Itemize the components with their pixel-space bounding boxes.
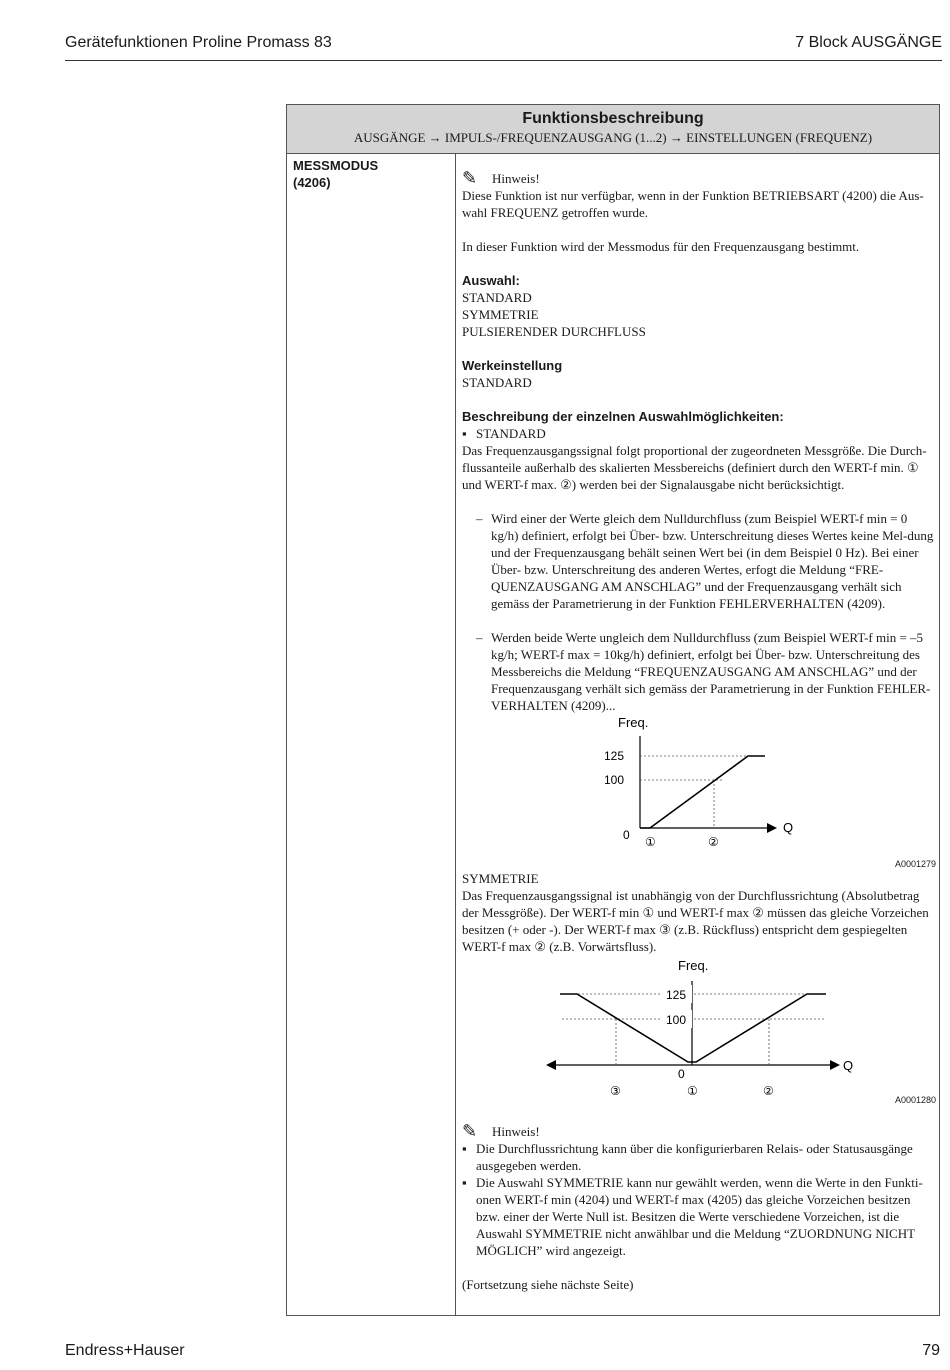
hint-text: Diese Funktion ist nur verfügbar, wenn in der Funktion BETRIEBSART (4200) die Aus-wahl FREQUENZ getroffen wurde. — [462, 188, 924, 220]
graph1-x-arrow-icon — [767, 823, 777, 833]
auswahl-label: Auswahl: — [462, 273, 520, 288]
hint-label: Hinweis! — [492, 171, 540, 186]
hint2-label: Hinweis! — [492, 1124, 540, 1139]
header-document-title: Gerätefunktionen Proline Promass 83 — [65, 34, 332, 51]
graph1-tick-125: 125 — [604, 749, 625, 763]
graph2-signal-line — [560, 994, 826, 1062]
standard-bullet-label: STANDARD — [476, 426, 546, 441]
footer-brand: Endress+Hauser — [65, 1342, 185, 1359]
dash-item-1 — [476, 510, 936, 612]
bullet-icon: ▪ — [462, 1175, 467, 1190]
dash-item-2 — [476, 629, 936, 714]
graph-symmetrie-svg — [462, 955, 936, 1095]
graph1-x-label: Q — [783, 820, 794, 835]
graph1-marker-2: ② — [708, 835, 719, 849]
function-description — [462, 170, 936, 1293]
table-title: Funktionsbeschreibung — [522, 110, 704, 127]
graph1-origin: 0 — [623, 828, 630, 842]
column-divider — [455, 153, 456, 1315]
function-name: MESSMODUS — [293, 158, 379, 173]
hint-heading — [462, 170, 936, 187]
header-rule — [65, 60, 942, 61]
table-path: AUSGÄNGE → IMPULS-/FREQUENZAUSGANG (1...2) → EINSTELLUNGEN (FREQUENZ) — [353, 130, 873, 145]
beschreibung-label: Beschreibung der einzelnen Auswahlmöglichkeiten: — [462, 409, 784, 424]
pencil-icon: ✎ — [462, 1121, 478, 1141]
graph2-marker-2: ② — [763, 1084, 774, 1095]
graph2-origin: 0 — [678, 1067, 685, 1081]
graph1-y-label: Freq. — [618, 715, 649, 730]
graph1-marker-1: ① — [645, 835, 656, 849]
dash-item-2-text: Werden beide Werte ungleich dem Nulldurchfluss (zum Beispiel WERT-f min = –5 kg/h; WERT-f max = 10kg/h) definiert, erfolgt bei Über- bzw. Unterschreitung des Messbereichs die Meldung “FREQUENZAUSGANG AM ANSCHLAG” und der Frequenzausgang verhält sich gemäss der Parametrierung in der Funktion FEHLER-VERHALTEN (4209)... — [491, 630, 931, 713]
graph2-marker-3: ③ — [610, 1084, 621, 1095]
graph2-x-label: Q — [843, 1058, 854, 1073]
graph2-x-arrow-left-icon — [546, 1060, 556, 1070]
dash-item-1-text: Wird einer der Werte gleich dem Nulldurchfluss (zum Beispiel WERT-f min = 0 kg/h) definiert, erfolgt bei Über- bzw. Unterschreitung dieses Wertes keine Mel-dung und der Frequenzausgang behält seinen Wert bei (in dem Beispiel 0 Hz). Bei einer Über- bzw. Unterschreitung des anderen Wertes, erfogt die Meldung “FRE-QUENZAUSGANG AM ANSCHLAG” und der Frequenzausgang verhält sich gemäss der Parametrierung in der Funktion FEHLERVERHALTEN (4209). — [491, 511, 934, 611]
page-number: 79 — [922, 1342, 940, 1359]
bullet-icon: ▪ — [462, 1141, 467, 1156]
figure-id-2: A0001280 — [894, 1095, 936, 1105]
standard-bullet — [462, 425, 936, 442]
figure-id-1: A0001279 — [894, 859, 936, 869]
dash-icon: – — [476, 511, 483, 526]
intro-text: In dieser Funktion wird der Messmodus für den Frequenzausgang bestimmt. — [462, 239, 860, 254]
graph-symmetrie — [462, 955, 936, 1095]
werkeinstellung-value: STANDARD — [462, 375, 532, 390]
continuation-note: (Fortsetzung siehe nächste Seite) — [462, 1277, 634, 1292]
hint2-bullet-1-text: Die Durchflussrichtung kann über die konfigurierbaren Relais- oder Statusausgänge ausgegeben werden. — [476, 1141, 913, 1173]
graph-standard — [462, 714, 936, 859]
table-header — [287, 105, 939, 154]
graph2-y-label: Freq. — [678, 958, 709, 973]
graph2-tick-125: 125 — [666, 988, 687, 1002]
dash-icon: – — [476, 630, 483, 645]
option-standard: STANDARD — [462, 290, 532, 305]
function-code: (4206) — [293, 175, 331, 190]
function-name-cell — [293, 157, 378, 191]
option-symmetrie: SYMMETRIE — [462, 307, 539, 322]
header-chapter: 7 Block AUSGÄNGE — [795, 34, 942, 51]
hint2-bullet-1 — [462, 1140, 936, 1174]
graph1-signal-line — [640, 756, 765, 828]
graph2-marker-1: ① — [687, 1084, 698, 1095]
hint2-heading — [462, 1123, 936, 1140]
graph2-tick-100: 100 — [666, 1013, 687, 1027]
standard-text: Das Frequenzausgangssignal folgt proportional der zugeordneten Messgröße. Die Durch-flussanteile außerhalb des skalierten Messbereichs (definiert durch den WERT-f min. ① und WERT-f max. ②) werden bei der Signalausgabe nicht berücksichtigt. — [462, 443, 927, 492]
bullet-icon: ▪ — [462, 426, 467, 441]
hint2-bullet-2-text: Die Auswahl SYMMETRIE kann nur gewählt werden, wenn die Werte in den Funkti-onen WERT-f min (4204) und WERT-f max (4205) das gleiche Vorzeichen besitzen bzw. einer der Werte Null ist. Besitzen die Werte verschiedene Vorzeichen, ist die Auswahl SYMMETRIE nicht anwählbar und die Meldung “ZUORDNUNG NICHT MÖGLICH” wird angezeigt. — [476, 1175, 923, 1258]
graph-standard-svg — [462, 714, 936, 859]
werkeinstellung-label: Werkeinstellung — [462, 358, 563, 373]
pencil-icon: ✎ — [462, 168, 478, 188]
graph2-x-arrow-right-icon — [830, 1060, 840, 1070]
symmetrie-label: SYMMETRIE — [462, 871, 539, 886]
graph1-tick-100: 100 — [604, 773, 625, 787]
symmetrie-text: Das Frequenzausgangssignal ist unabhängig von der Durchflussrichtung (Absolutbetrag der Messgröße). Der WERT-f min ① und WERT-f max ② müssen das gleiche Vorzeichen besitzen (+ oder -). Der WERT-f max ③ (z.B. Rückfluss) entspricht dem gespiegelten WERT-f max ② (z.B. Vorwärtsfluss). — [462, 888, 929, 954]
option-pulsierend: PULSIERENDER DURCHFLUSS — [462, 324, 646, 339]
hint2-bullet-2 — [462, 1174, 936, 1259]
